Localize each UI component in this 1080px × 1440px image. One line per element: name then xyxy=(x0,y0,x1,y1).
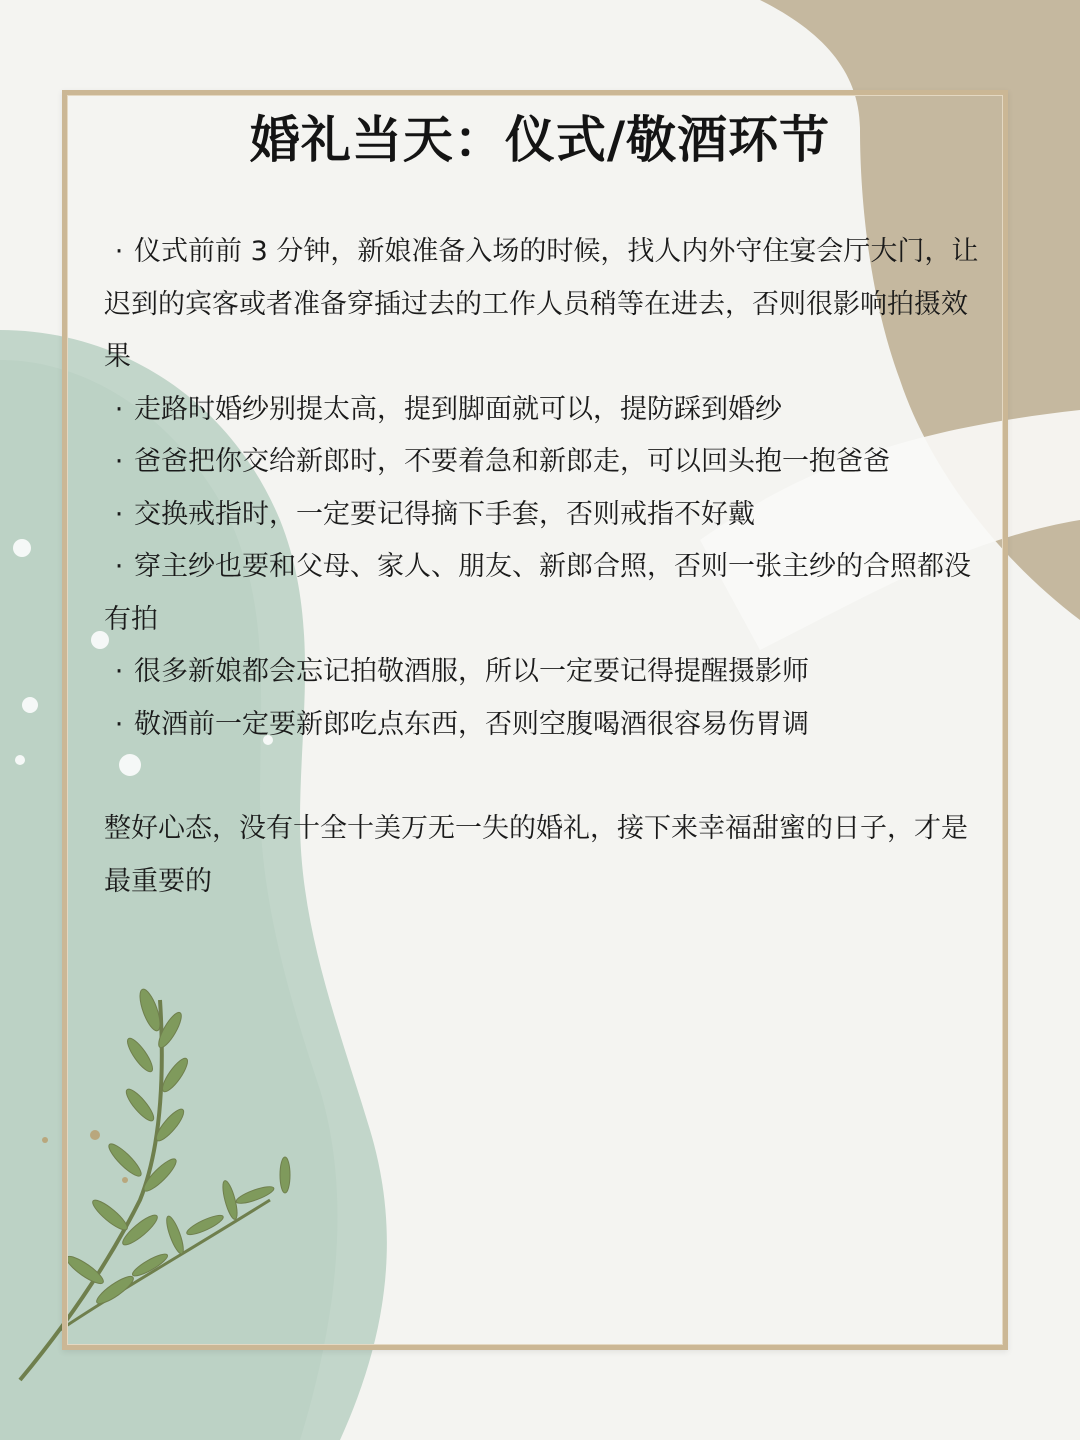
bullet-icon: · xyxy=(114,708,124,740)
tip-item xyxy=(104,384,994,437)
bullet-icon: · xyxy=(114,446,124,477)
bullet-icon: · xyxy=(114,656,124,687)
tip-text: 很多新娘都会忘记拍敬酒服，所以一定要记得提醒摄影师 xyxy=(134,656,809,687)
bullet-icon: · xyxy=(114,551,124,582)
tip-item xyxy=(104,541,994,646)
bullet-icon: · xyxy=(114,393,124,425)
tips-content xyxy=(104,226,994,908)
tip-item xyxy=(104,699,994,752)
tip-text: 走路时婚纱别提太高，提到脚面就可以，提防踩到婚纱 xyxy=(134,393,782,425)
bullet-icon: · xyxy=(114,236,124,267)
tip-item xyxy=(104,436,994,489)
tip-text: 仪式前前 3 分钟，新娘准备入场的时候，找人内外守住宴会厅大门，让迟到的宾客或者准备穿插过去的工作人员稍等在进去，否则很影响拍摄效果 xyxy=(104,236,979,372)
tip-item xyxy=(104,226,994,384)
tip-text: 交换戒指时，一定要记得摘下手套，否则戒指不好戴 xyxy=(134,498,755,530)
closing-text: 整好心态，没有十全十美万无一失的婚礼，接下来幸福甜蜜的日子，才是最重要的 xyxy=(104,813,968,897)
tip-item xyxy=(104,646,994,699)
tip-item xyxy=(104,489,994,542)
tip-text: 穿主纱也要和父母、家人、朋友、新郎合照，否则一张主纱的合照都没有拍 xyxy=(104,551,971,635)
bullet-icon: · xyxy=(114,498,124,530)
tip-text: 敬酒前一定要新郎吃点东西，否则空腹喝酒很容易伤胃调 xyxy=(134,708,809,740)
tip-text: 爸爸把你交给新郎时，不要着急和新郎走，可以回头抱一抱爸爸 xyxy=(134,446,890,477)
page-title: 婚礼当天：仪式/敬酒环节 xyxy=(249,111,831,169)
